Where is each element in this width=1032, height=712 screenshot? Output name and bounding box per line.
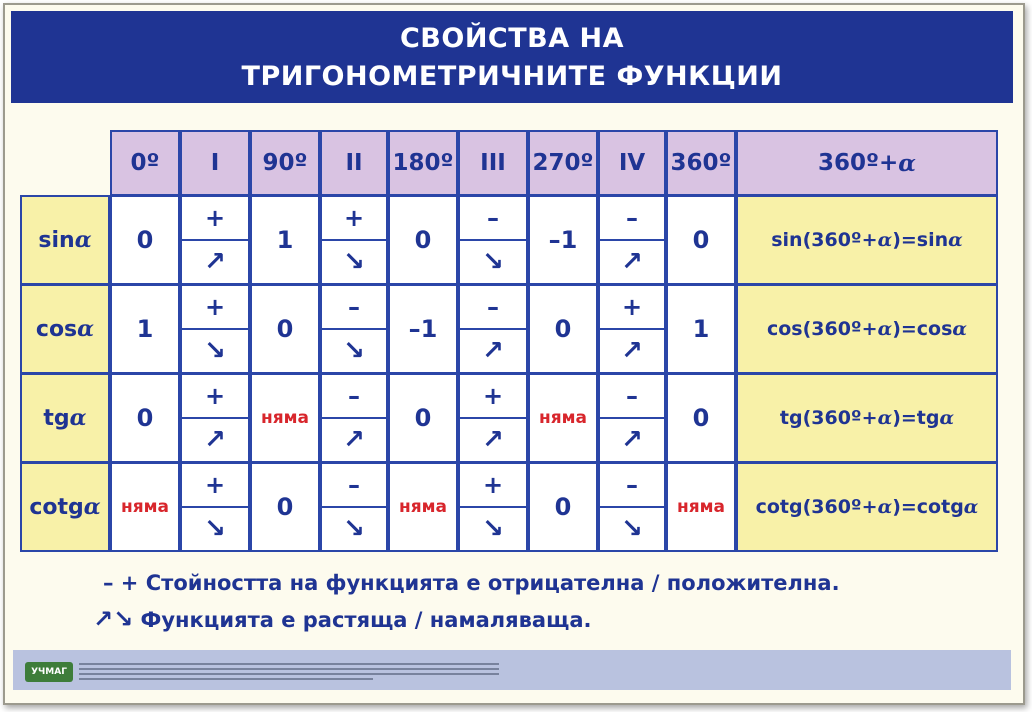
legend-arrows-text: Функцията е растяща / намаляваща. (140, 608, 592, 632)
increasing-arrow-icon: ↗ (458, 417, 528, 463)
point-value: 0 (666, 373, 736, 463)
quadrant-sign: – (458, 195, 528, 241)
column-header: 360º (666, 130, 736, 196)
point-value: 0 (528, 284, 598, 374)
quadrant-sign: + (180, 373, 250, 419)
point-value: няма (250, 373, 320, 463)
poster (3, 3, 1025, 705)
increasing-arrow-icon: ↗ (320, 417, 388, 463)
point-value: 0 (388, 195, 458, 285)
point-value: 0 (110, 373, 180, 463)
quadrant-sign: + (458, 373, 528, 419)
column-header: I (180, 130, 250, 196)
decreasing-arrow-icon: ↘ (320, 506, 388, 552)
increasing-arrow-icon: ↗ (458, 328, 528, 374)
legend-arrows (93, 605, 591, 633)
point-value: няма (110, 462, 180, 552)
point-value: –1 (528, 195, 598, 285)
quadrant-sign: – (320, 373, 388, 419)
properties-table (20, 127, 998, 552)
title-banner (11, 11, 1013, 103)
quadrant-sign: – (320, 284, 388, 330)
decreasing-arrow-icon: ↘ (180, 506, 250, 552)
quadrant-sign: – (458, 284, 528, 330)
point-value: –1 (388, 284, 458, 374)
periodicity-formula: cotg(360º+ α )=cotg α (736, 462, 998, 552)
legend-signs (103, 571, 840, 595)
legend-arrows-symbols: ↗↘ (93, 605, 134, 633)
point-value: няма (528, 373, 598, 463)
column-header: 270º (528, 130, 598, 196)
column-header: 360º+ α (736, 130, 998, 196)
decreasing-arrow-icon: ↘ (458, 239, 528, 285)
quadrant-sign: – (598, 462, 666, 508)
point-value: 1 (666, 284, 736, 374)
point-value: 0 (250, 284, 320, 374)
quadrant-sign: + (180, 462, 250, 508)
point-value: няма (388, 462, 458, 552)
quadrant-sign: + (320, 195, 388, 241)
decreasing-arrow-icon: ↘ (598, 506, 666, 552)
point-value: 0 (110, 195, 180, 285)
quadrant-sign: + (598, 284, 666, 330)
column-header: 90º (250, 130, 320, 196)
quadrant-sign: + (180, 195, 250, 241)
quadrant-sign: – (598, 195, 666, 241)
quadrant-sign: + (180, 284, 250, 330)
column-header: IV (598, 130, 666, 196)
increasing-arrow-icon: ↗ (598, 328, 666, 374)
row-label-1: sin α (20, 195, 110, 285)
point-value: 0 (388, 373, 458, 463)
column-header: 0º (110, 130, 180, 196)
row-label-2: cos α (20, 284, 110, 374)
periodicity-formula: sin(360º+ α )=sin α (736, 195, 998, 285)
decreasing-arrow-icon: ↘ (320, 239, 388, 285)
point-value: няма (666, 462, 736, 552)
quadrant-sign: – (320, 462, 388, 508)
decreasing-arrow-icon: ↘ (180, 328, 250, 374)
title-line-2: ТРИГОНОМЕТРИЧНИТЕ ФУНКЦИИ (241, 61, 783, 92)
footer-bar (13, 650, 1011, 690)
row-label-3: tg α (20, 373, 110, 463)
point-value: 0 (250, 462, 320, 552)
point-value: 1 (110, 284, 180, 374)
copyright-text (79, 660, 499, 684)
periodicity-formula: tg(360º+ α )=tg α (736, 373, 998, 463)
row-label-4: cotg α (20, 462, 110, 552)
point-value: 1 (250, 195, 320, 285)
point-value: 0 (528, 462, 598, 552)
quadrant-sign: + (458, 462, 528, 508)
column-header: II (320, 130, 388, 196)
increasing-arrow-icon: ↗ (598, 239, 666, 285)
decreasing-arrow-icon: ↘ (320, 328, 388, 374)
increasing-arrow-icon: ↗ (598, 417, 666, 463)
quadrant-sign: – (598, 373, 666, 419)
legend-signs-text: Стойността на функцията е отрицателна / положителна. (145, 571, 840, 595)
title-line-1: СВОЙСТВА НА (399, 23, 625, 54)
periodicity-formula: cos(360º+ α )=cos α (736, 284, 998, 374)
point-value: 0 (666, 195, 736, 285)
increasing-arrow-icon: ↗ (180, 239, 250, 285)
increasing-arrow-icon: ↗ (180, 417, 250, 463)
decreasing-arrow-icon: ↘ (458, 506, 528, 552)
column-header: 180º (388, 130, 458, 196)
publisher-logo: УЧМАГ (25, 662, 73, 682)
column-header: III (458, 130, 528, 196)
legend-signs-symbols: – + (103, 571, 139, 595)
